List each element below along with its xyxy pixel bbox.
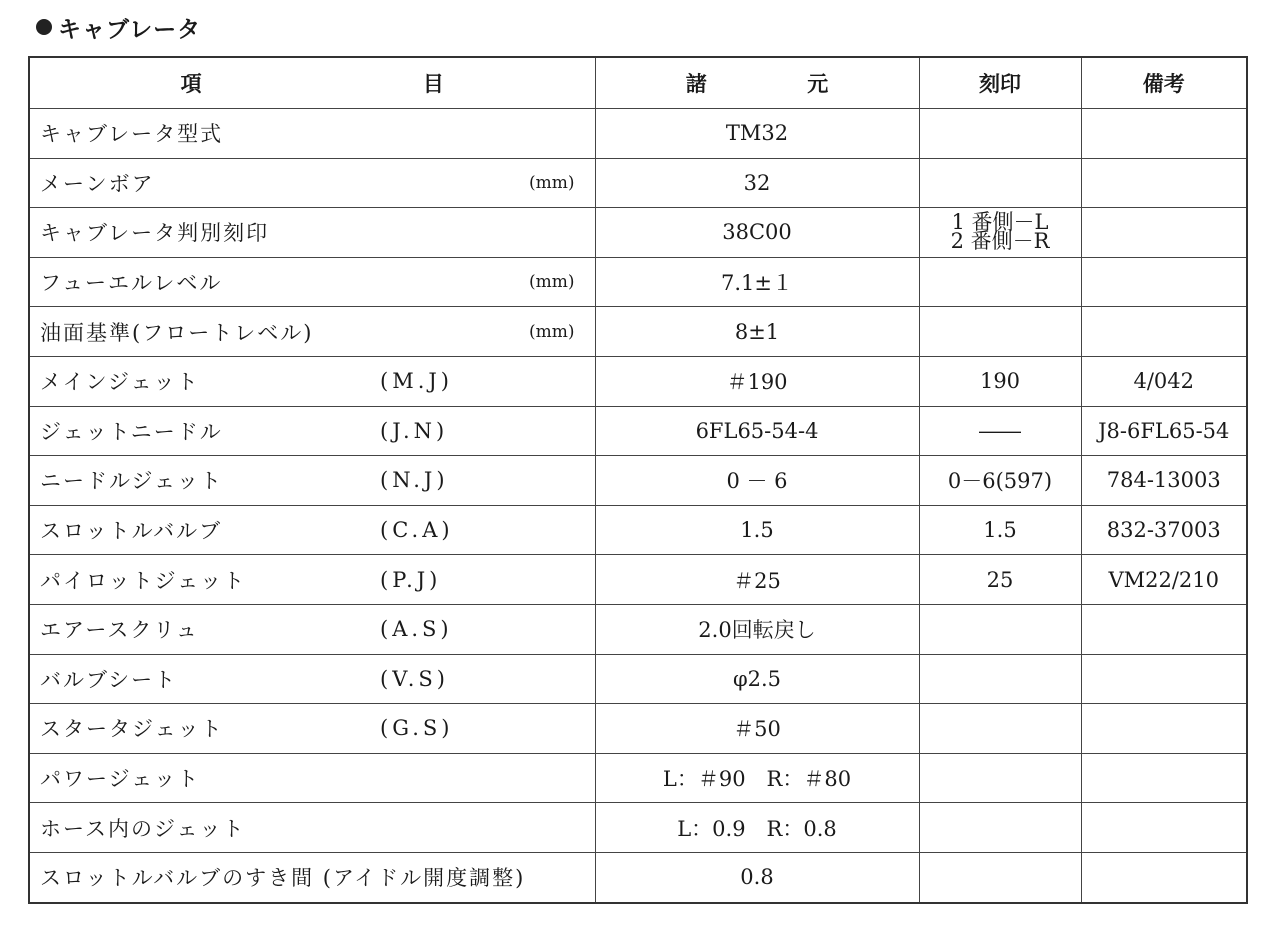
header-item-left: 項 <box>180 72 202 96</box>
item-name: スタータジェット <box>40 717 224 742</box>
note-value: 784-13003 <box>1081 456 1247 506</box>
note-value: 4/042 <box>1081 356 1247 406</box>
item-name: 油面基準(フロートレベル) <box>40 320 314 345</box>
bullet-icon <box>36 19 52 35</box>
table-row <box>29 109 1247 159</box>
item-code: (A.S) <box>380 617 453 642</box>
spec-value: 6FL65-54-4 <box>595 406 919 456</box>
spec-value: 1.5 <box>595 505 919 555</box>
spec-value: 0.8 <box>595 852 919 902</box>
table-row <box>29 356 1247 406</box>
stamp-value <box>919 753 1081 803</box>
item-name: スロットルバルブのすき間 (アイドル開度調整) <box>40 866 526 891</box>
item-name: スロットルバルブ <box>40 519 223 544</box>
header-item-right: 目 <box>422 72 444 96</box>
item-code: (N.J) <box>380 468 449 493</box>
stamp-value <box>919 158 1081 208</box>
table-row <box>29 852 1247 902</box>
table-row <box>29 208 1247 258</box>
item-name: メインジェット <box>40 370 200 395</box>
header-note: 備考 <box>1081 57 1247 109</box>
stamp-value <box>919 307 1081 357</box>
item-code: (M.J) <box>380 369 453 394</box>
table-row <box>29 406 1247 456</box>
item-name: フューエルレベル <box>40 271 223 296</box>
carburetor-spec-table <box>28 56 1248 904</box>
table-row <box>29 803 1247 853</box>
spec-value: 8±1 <box>595 307 919 357</box>
header-spec-right: 元 <box>807 72 829 96</box>
table-row <box>29 604 1247 654</box>
note-value <box>1081 753 1247 803</box>
stamp-value <box>919 803 1081 853</box>
spec-value: L：0.9 R：0.8 <box>595 803 919 853</box>
spec-value: φ2.5 <box>595 654 919 704</box>
item-cell <box>29 604 595 654</box>
section-title: キャブレータ <box>58 16 202 43</box>
item-name: ニードルジェット <box>40 469 224 494</box>
table-header-row <box>29 57 1247 109</box>
spec-value: 2.0回転戻し <box>595 604 919 654</box>
item-name: ジェットニードル <box>40 419 223 444</box>
spec-value: ＃190 <box>595 356 919 406</box>
item-cell <box>29 803 595 853</box>
note-value: VM22/210 <box>1081 555 1247 605</box>
spec-value: TM32 <box>595 109 919 159</box>
item-code: (V.S) <box>380 666 449 691</box>
item-cell <box>29 704 595 754</box>
stamp-value <box>919 704 1081 754</box>
stamp-value: 1 番側－L 2 番側－R <box>919 208 1081 258</box>
item-unit: (mm) <box>528 321 575 342</box>
item-cell <box>29 158 595 208</box>
table-row <box>29 505 1247 555</box>
item-unit: (mm) <box>528 172 575 193</box>
item-cell <box>29 505 595 555</box>
stamp-value <box>919 852 1081 902</box>
table-body <box>29 109 1247 903</box>
item-cell <box>29 356 595 406</box>
item-cell <box>29 307 595 357</box>
note-value <box>1081 704 1247 754</box>
table-row <box>29 654 1247 704</box>
item-cell <box>29 208 595 258</box>
stamp-value <box>919 257 1081 307</box>
item-cell <box>29 456 595 506</box>
note-value <box>1081 158 1247 208</box>
note-value: 832-37003 <box>1081 505 1247 555</box>
header-item <box>29 57 595 109</box>
item-name: エアースクリュ <box>40 618 199 643</box>
item-cell <box>29 753 595 803</box>
note-value <box>1081 803 1247 853</box>
item-name: パイロットジェット <box>40 568 247 593</box>
spec-value: 0 － 6 <box>595 456 919 506</box>
stamp-value <box>919 109 1081 159</box>
stamp-value: 0－6(597) <box>919 456 1081 506</box>
note-value <box>1081 109 1247 159</box>
item-cell <box>29 109 595 159</box>
item-name: キャブレータ判別刻印 <box>40 221 270 246</box>
stamp-value: ―― <box>919 406 1081 456</box>
note-value <box>1081 208 1247 258</box>
table-row <box>29 456 1247 506</box>
table-row <box>29 158 1247 208</box>
stamp-value <box>919 604 1081 654</box>
item-cell <box>29 852 595 902</box>
note-value <box>1081 307 1247 357</box>
item-code: (J.N) <box>380 418 449 443</box>
table-row <box>29 257 1247 307</box>
item-code: (P.J) <box>380 567 442 592</box>
note-value <box>1081 257 1247 307</box>
section-heading <box>36 10 201 44</box>
header-spec-left: 諸 <box>685 72 707 96</box>
item-name: ホース内のジェット <box>40 816 246 841</box>
header-spec <box>595 57 919 109</box>
table-row <box>29 704 1247 754</box>
stamp-value: 25 <box>919 555 1081 605</box>
note-value: J8-6FL65-54 <box>1081 406 1247 456</box>
item-cell <box>29 406 595 456</box>
spec-value: 38C00 <box>595 208 919 258</box>
item-cell <box>29 555 595 605</box>
table-row <box>29 307 1247 357</box>
item-code: (C.A) <box>380 518 454 543</box>
spec-value: 32 <box>595 158 919 208</box>
header-stamp: 刻印 <box>919 57 1081 109</box>
item-cell <box>29 654 595 704</box>
table-row <box>29 555 1247 605</box>
item-name: キャブレータ型式 <box>40 122 224 147</box>
note-value <box>1081 654 1247 704</box>
item-name: パワージェット <box>40 767 201 792</box>
item-name: バルブシート <box>40 667 178 692</box>
stamp-value: 1.5 <box>919 505 1081 555</box>
item-name: メーンボア <box>40 171 155 196</box>
spec-value: L：＃90 R：＃80 <box>595 753 919 803</box>
stamp-value: 190 <box>919 356 1081 406</box>
stamp-value <box>919 654 1081 704</box>
spec-value: 7.1±１ <box>595 257 919 307</box>
note-value <box>1081 852 1247 902</box>
item-unit: (mm) <box>528 272 575 293</box>
table-row <box>29 753 1247 803</box>
spec-value: ＃25 <box>595 555 919 605</box>
spec-value: ＃50 <box>595 704 919 754</box>
note-value <box>1081 604 1247 654</box>
item-cell <box>29 257 595 307</box>
item-code: (G.S) <box>380 716 454 741</box>
